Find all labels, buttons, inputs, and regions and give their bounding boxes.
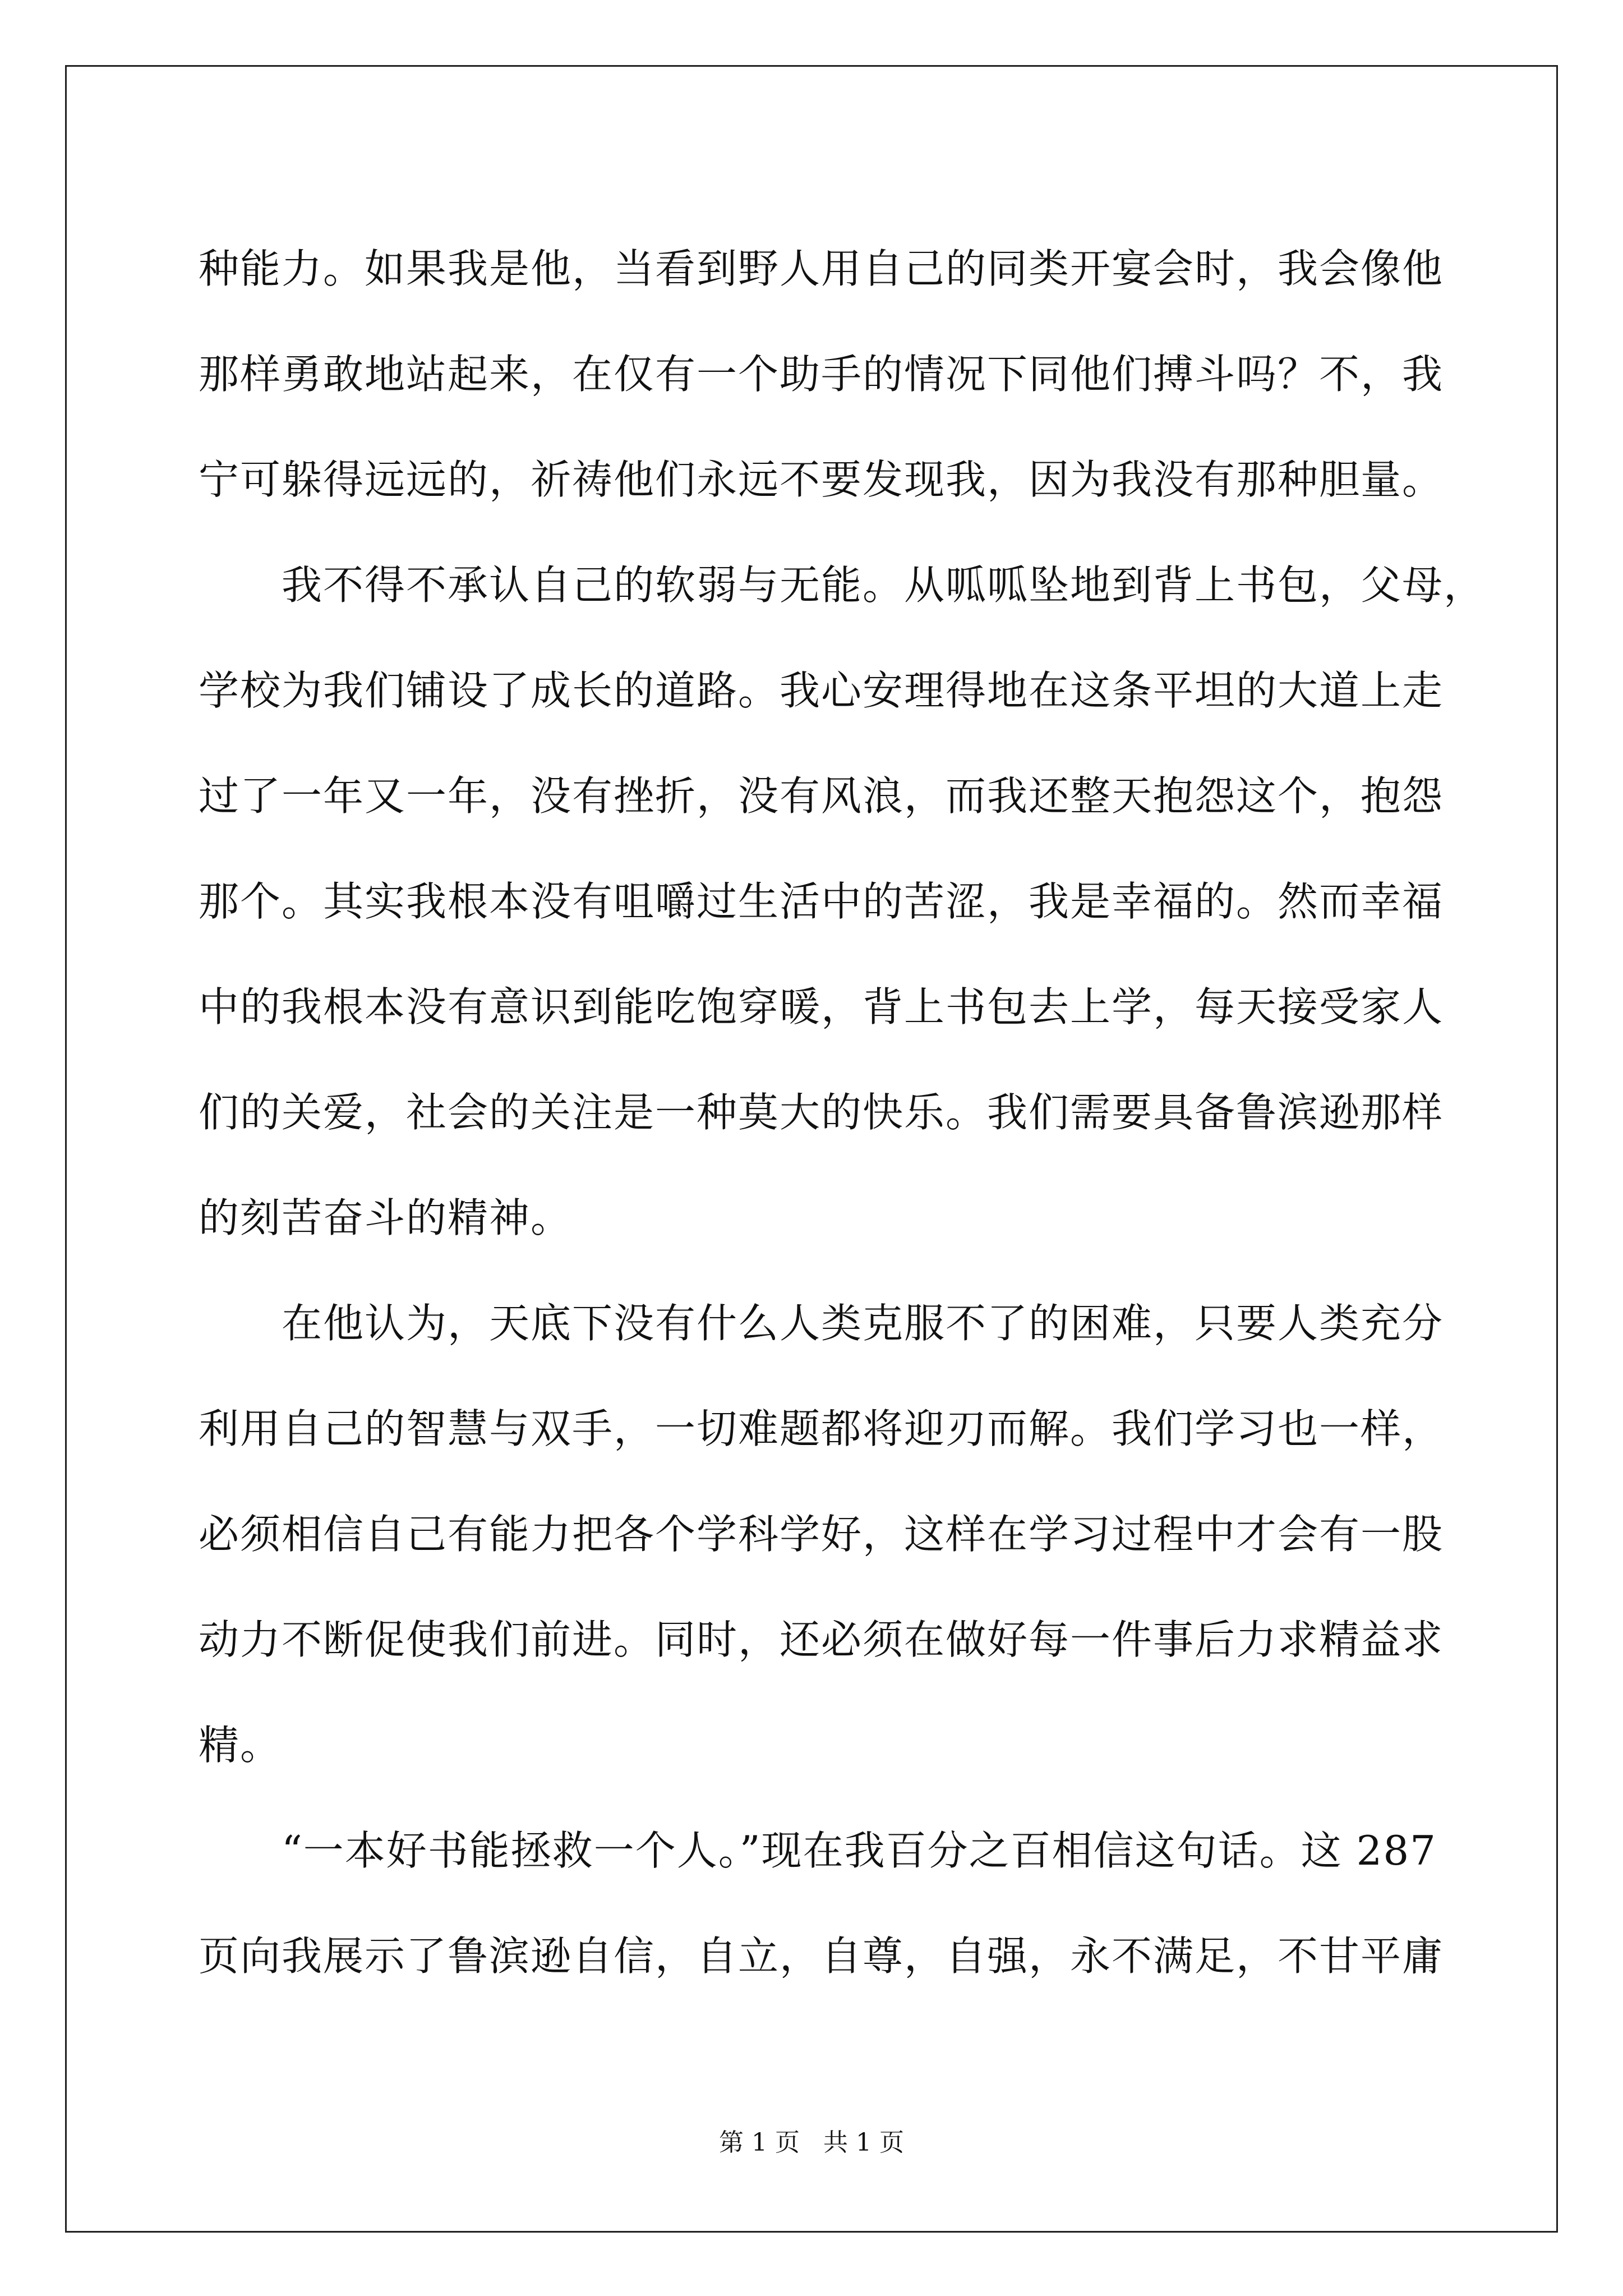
text-line: “一本好书能拯救一个人。”现在我百分之百相信这句话。这 287: [199, 1827, 1437, 1874]
text-line: 那个。其实我根本没有咀嚼过生活中的苦涩，我是幸福的。然而幸福: [199, 878, 1444, 925]
text-line: 学校为我们铺设了成长的道路。我心安理得地在这条平坦的大道上走: [199, 667, 1444, 714]
text-line: 动力不断促使我们前进。同时，还必须在做好每一件事后力求精益求: [199, 1616, 1444, 1663]
page-total: 共 1 页: [823, 2128, 904, 2157]
page-number: 第 1 页: [719, 2128, 800, 2157]
page-footer: [0, 2126, 1623, 2160]
text-line: 精。: [199, 1722, 282, 1769]
text-line: 的刻苦奋斗的精神。: [199, 1194, 573, 1241]
text-line: 种能力。如果我是他，当看到野人用自己的同类开宴会时，我会像他: [199, 245, 1444, 292]
text-line: 中的我根本没有意识到能吃饱穿暖，背上书包去上学，每天接受家人: [199, 983, 1444, 1030]
body-text: [199, 216, 1486, 2009]
text-line: 那样勇敢地站起来，在仅有一个助手的情况下同他们搏斗吗？不，我: [199, 351, 1444, 398]
text-line: 必须相信自己有能力把各个学科学好，这样在学习过程中才会有一股: [199, 1511, 1444, 1558]
text-line: 利用自己的智慧与双手，一切难题都将迎刃而解。我们学习也一样，: [199, 1405, 1444, 1452]
text-line: 在他认为，天底下没有什么人类克服不了的困难，只要人类充分: [199, 1300, 1444, 1347]
text-line: 页向我展示了鲁滨逊自信，自立，自尊，自强，永不满足，不甘平庸: [199, 1932, 1444, 1980]
text-line: 宁可躲得远远的，祈祷他们永远不要发现我，因为我没有那种胆量。: [199, 456, 1444, 503]
text-line: 们的关爱，社会的关注是一种莫大的快乐。我们需要具备鲁滨逊那样: [199, 1089, 1444, 1136]
text-line: 我不得不承认自己的软弱与无能。从呱呱坠地到背上书包，父母，: [199, 562, 1486, 609]
text-line: 过了一年又一年，没有挫折，没有风浪，而我还整天抱怨这个，抱怨: [199, 772, 1444, 820]
